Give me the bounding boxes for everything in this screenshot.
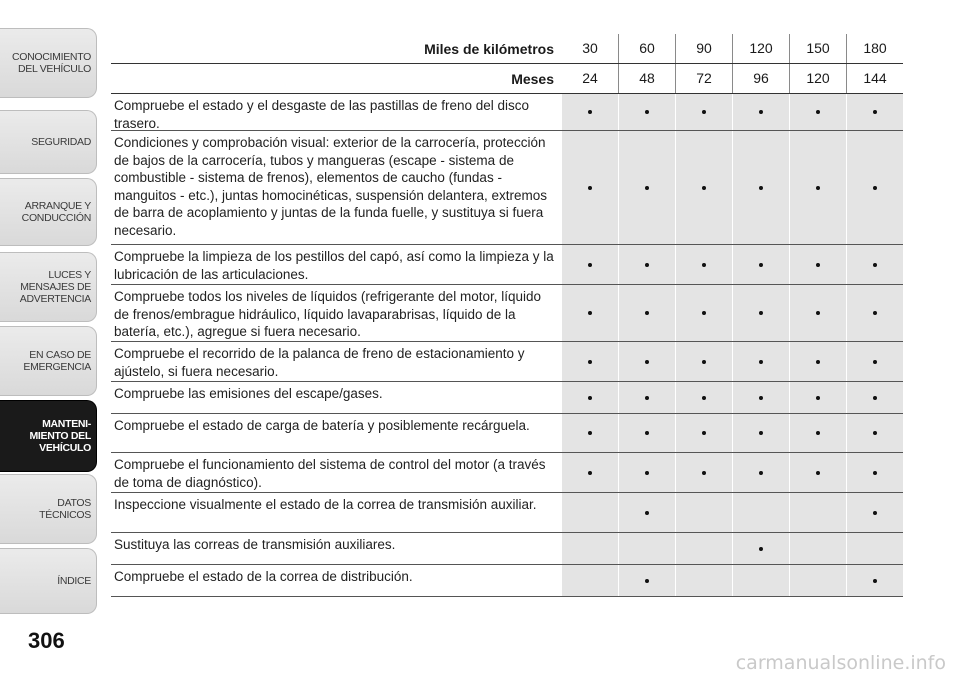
check-dot-icon	[702, 263, 706, 267]
interval-cell	[846, 533, 903, 564]
interval-cell	[618, 342, 675, 381]
row-description: Compruebe el estado de carga de batería y posiblemente recárguela.	[114, 418, 530, 433]
check-dot-icon	[816, 471, 820, 475]
interval-cell	[675, 94, 732, 130]
check-dot-icon	[759, 311, 763, 315]
interval-cell	[789, 245, 846, 284]
check-dot-icon	[873, 396, 877, 400]
interval-cell	[789, 453, 846, 492]
interval-cell	[618, 245, 675, 284]
check-dot-icon	[873, 431, 877, 435]
interval-cell	[789, 382, 846, 413]
interval-cell	[846, 414, 903, 452]
interval-cell	[846, 565, 903, 596]
row-description: Compruebe la limpieza de los pestillos del capó, así como la limpieza y la lubricación de las articulaciones.	[114, 249, 554, 282]
interval-cell	[846, 453, 903, 492]
check-dot-icon	[588, 263, 592, 267]
check-dot-icon	[873, 263, 877, 267]
check-dot-icon	[702, 360, 706, 364]
interval-cell	[675, 131, 732, 244]
interval-cell	[618, 453, 675, 492]
interval-cell	[789, 533, 846, 564]
interval-cell	[562, 493, 618, 532]
interval-cell	[789, 285, 846, 341]
interval-cell	[562, 131, 618, 244]
interval-cell	[732, 342, 789, 381]
interval-cell	[675, 453, 732, 492]
interval-cell	[562, 342, 618, 381]
tab-section[interactable]: CONOCIMIENTO DEL VEHÍCULO	[0, 28, 97, 98]
interval-cell	[618, 382, 675, 413]
header-cell: 72	[675, 64, 732, 93]
interval-cell	[675, 342, 732, 381]
table-row	[111, 414, 903, 453]
check-dot-icon	[645, 579, 649, 583]
interval-cell	[562, 285, 618, 341]
table-row	[111, 382, 903, 414]
row-marks	[562, 533, 903, 564]
check-dot-icon	[759, 186, 763, 190]
table-row	[111, 493, 903, 533]
table-row	[111, 533, 903, 565]
interval-cell	[618, 94, 675, 130]
check-dot-icon	[588, 431, 592, 435]
check-dot-icon	[873, 360, 877, 364]
interval-cell	[675, 565, 732, 596]
check-dot-icon	[873, 311, 877, 315]
header-cell: 180	[846, 34, 903, 63]
row-description: Compruebe el estado de la correa de distribución.	[114, 569, 413, 584]
check-dot-icon	[645, 511, 649, 515]
header-cell: 24	[582, 70, 598, 86]
check-dot-icon	[645, 431, 649, 435]
interval-cell	[618, 131, 675, 244]
row-marks	[562, 453, 903, 492]
row-description: Compruebe el estado y el desgaste de las pastillas de freno del disco trasero.	[114, 98, 529, 131]
table-body	[111, 94, 903, 597]
check-dot-icon	[645, 360, 649, 364]
check-dot-icon	[645, 396, 649, 400]
check-dot-icon	[873, 579, 877, 583]
check-dot-icon	[588, 360, 592, 364]
interval-cell	[732, 453, 789, 492]
check-dot-icon	[873, 511, 877, 515]
row-marks	[562, 131, 903, 244]
row-marks	[562, 245, 903, 284]
check-dot-icon	[702, 396, 706, 400]
km-values	[562, 34, 903, 63]
km-label: Miles de kilómetros	[424, 41, 554, 57]
interval-cell	[675, 493, 732, 532]
interval-cell	[789, 94, 846, 130]
check-dot-icon	[759, 110, 763, 114]
check-dot-icon	[645, 471, 649, 475]
header-cell: 48	[618, 64, 675, 93]
check-dot-icon	[759, 547, 763, 551]
interval-cell	[789, 131, 846, 244]
tab-section[interactable]: LUCES Y MENSAJES DE ADVERTENCIA	[0, 252, 97, 322]
interval-cell	[732, 533, 789, 564]
check-dot-icon	[759, 263, 763, 267]
table-row	[111, 565, 903, 597]
check-dot-icon	[873, 471, 877, 475]
interval-cell	[618, 533, 675, 564]
check-dot-icon	[816, 263, 820, 267]
interval-cell	[562, 453, 618, 492]
months-label: Meses	[511, 71, 554, 87]
interval-cell	[675, 382, 732, 413]
watermark: carmanualsonline.info	[735, 652, 946, 674]
interval-cell	[618, 493, 675, 532]
interval-cell	[562, 245, 618, 284]
row-description: Sustituya las correas de transmisión auxiliares.	[114, 537, 396, 552]
interval-cell	[562, 94, 618, 130]
check-dot-icon	[702, 110, 706, 114]
check-dot-icon	[759, 396, 763, 400]
interval-cell	[732, 94, 789, 130]
interval-cell	[789, 414, 846, 452]
row-marks	[562, 414, 903, 452]
header-months-row	[111, 64, 903, 94]
interval-cell	[846, 285, 903, 341]
check-dot-icon	[873, 110, 877, 114]
check-dot-icon	[588, 186, 592, 190]
check-dot-icon	[588, 471, 592, 475]
tab-section[interactable]: DATOS TÉCNICOS	[0, 474, 97, 544]
check-dot-icon	[816, 431, 820, 435]
interval-cell	[675, 414, 732, 452]
interval-cell	[732, 414, 789, 452]
check-dot-icon	[702, 471, 706, 475]
check-dot-icon	[759, 471, 763, 475]
check-dot-icon	[702, 186, 706, 190]
check-dot-icon	[702, 311, 706, 315]
header-cell: 120	[732, 34, 789, 63]
interval-cell	[562, 382, 618, 413]
header-cell: 120	[789, 64, 846, 93]
check-dot-icon	[816, 311, 820, 315]
interval-cell	[562, 414, 618, 452]
row-description: Condiciones y comprobación visual: exterior de la carrocería, protección de bajos de la carrocería, tubos y mangueras (escape - sistema de combustible - sistema de frenos), elementos de caucho (fundas - manguitos - etc.), juntas homocinéticas, suspensión delantera, extremos de barra de acoplamiento y juntas de la funda fuelle, y sustituya si fuera necesario.	[114, 135, 547, 238]
interval-cell	[618, 565, 675, 596]
row-description: Compruebe el funcionamiento del sistema de control del motor (a través de toma de diagnóstico).	[114, 457, 546, 490]
interval-cell	[732, 493, 789, 532]
check-dot-icon	[816, 396, 820, 400]
months-values	[562, 64, 903, 93]
row-description: Compruebe todos los niveles de líquidos (refrigerante del motor, líquido de frenos/embrague hidráulico, líquido lavaparabrisas, líquido de la batería, etc.), agregue si fuera necesario.	[114, 289, 541, 339]
check-dot-icon	[645, 263, 649, 267]
interval-cell	[732, 131, 789, 244]
table-row	[111, 94, 903, 131]
row-description: Compruebe el recorrido de la palanca de freno de estacionamiento y ajústelo, si fuera necesario.	[114, 346, 525, 379]
check-dot-icon	[759, 431, 763, 435]
check-dot-icon	[816, 110, 820, 114]
check-dot-icon	[588, 396, 592, 400]
check-dot-icon	[816, 186, 820, 190]
table-row	[111, 131, 903, 245]
check-dot-icon	[816, 360, 820, 364]
interval-cell	[618, 414, 675, 452]
interval-cell	[732, 565, 789, 596]
header-cell: 96	[732, 64, 789, 93]
check-dot-icon	[588, 110, 592, 114]
tab-section[interactable]: MANTENI- MIENTO DEL VEHÍCULO	[0, 400, 97, 472]
header-cell: 60	[618, 34, 675, 63]
row-marks	[562, 94, 903, 130]
interval-cell	[675, 245, 732, 284]
check-dot-icon	[873, 186, 877, 190]
interval-cell	[846, 382, 903, 413]
row-marks	[562, 342, 903, 381]
header-cell: 144	[846, 64, 903, 93]
interval-cell	[675, 285, 732, 341]
interval-cell	[789, 342, 846, 381]
interval-cell	[846, 342, 903, 381]
interval-cell	[618, 285, 675, 341]
page-number: 306	[28, 628, 65, 653]
row-description: Inspeccione visualmente el estado de la correa de transmisión auxiliar.	[114, 497, 537, 512]
row-marks	[562, 565, 903, 596]
interval-cell	[789, 565, 846, 596]
check-dot-icon	[702, 431, 706, 435]
interval-cell	[732, 382, 789, 413]
interval-cell	[789, 493, 846, 532]
check-dot-icon	[645, 186, 649, 190]
interval-cell	[675, 533, 732, 564]
interval-cell	[846, 131, 903, 244]
table-row	[111, 342, 903, 382]
row-description: Compruebe las emisiones del escape/gases.	[114, 386, 383, 401]
tab-section[interactable]: SEGURIDAD	[0, 110, 97, 174]
interval-cell	[846, 245, 903, 284]
tab-section[interactable]: ÍNDICE	[0, 548, 97, 614]
interval-cell	[732, 285, 789, 341]
check-dot-icon	[645, 110, 649, 114]
table-row	[111, 285, 903, 342]
tab-section[interactable]: EN CASO DE EMERGENCIA	[0, 326, 97, 396]
header-cell: 30	[582, 40, 598, 56]
interval-cell	[846, 493, 903, 532]
check-dot-icon	[588, 311, 592, 315]
row-marks	[562, 382, 903, 413]
table-row	[111, 453, 903, 493]
header-km-row	[111, 34, 903, 64]
tab-section[interactable]: ARRANQUE Y CONDUCCIÓN	[0, 178, 97, 246]
header-cell: 150	[789, 34, 846, 63]
interval-cell	[846, 94, 903, 130]
interval-cell	[562, 533, 618, 564]
row-marks	[562, 285, 903, 341]
header-cell: 90	[675, 34, 732, 63]
check-dot-icon	[645, 311, 649, 315]
interval-cell	[562, 565, 618, 596]
row-marks	[562, 493, 903, 532]
table-row	[111, 245, 903, 285]
maintenance-table	[111, 34, 903, 597]
interval-cell	[732, 245, 789, 284]
check-dot-icon	[759, 360, 763, 364]
